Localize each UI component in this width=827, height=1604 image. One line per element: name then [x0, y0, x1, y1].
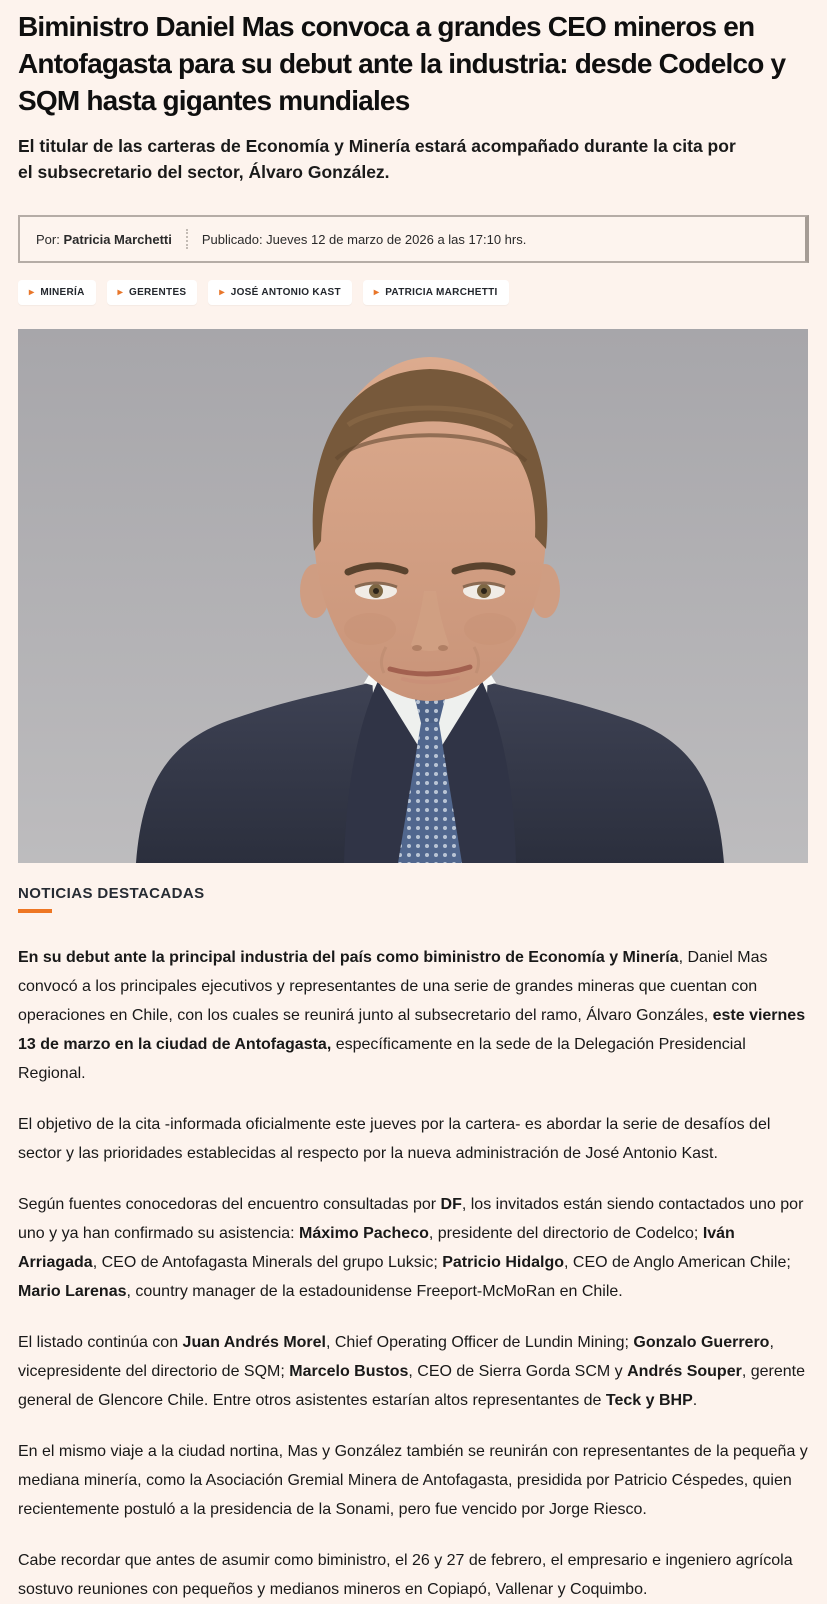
- subheadline: El titular de las carteras de Economía y Minería estará acompañado durante la cita por el subsecretario del sector, Álvaro González.: [18, 136, 736, 182]
- article-paragraph: [18, 1437, 809, 1524]
- headline: Biministro Daniel Mas convoca a grandes CEO mineros en Antofagasta para su debut ante la industria: desde Codelco y SQM hasta gigantes mundiales: [18, 11, 786, 116]
- paragraph-bold-text: este viernes 13 de marzo en la ciudad de Antofagasta,: [18, 1007, 806, 1053]
- paragraph-text: .: [692, 1392, 698, 1409]
- paragraph-text: , gerente general de Glencore Chile. Entre otros asistentes estarían altos representantes de: [18, 1363, 805, 1409]
- byline-author-name: Patricia Marchetti: [63, 231, 172, 247]
- paragraph-text: , CEO de Sierra Gorda SCM y: [408, 1363, 628, 1380]
- byline-author-label: Por:: [36, 231, 60, 247]
- paragraph-text: Cabe recordar que antes de asumir como biministro, el 26 y 27 de febrero, el empresario e ingeniero agrícola sostuvo reuniones con pequeños y medianos mineros en Copiapó, Vallenar y Coquimbo.: [18, 1552, 793, 1598]
- tag-label: PATRICIA MARCHETTI: [385, 287, 498, 298]
- article-paragraph: [18, 943, 809, 1088]
- paragraph-bold-text: Andrés Souper: [627, 1363, 742, 1380]
- paragraph-text: , Chief Operating Officer de Lundin Mining;: [325, 1334, 634, 1351]
- paragraph-text: , Daniel Mas convocó a los principales ejecutivos y representantes de una serie de grandes mineras que cuentan con operaciones en Chile, con los cuales se reunirá junto al subsecretario del ramo, Álvaro Gonzáles,: [18, 949, 768, 1024]
- article-paragraph: [18, 1190, 809, 1306]
- tag-label: GERENTES: [128, 287, 187, 298]
- article-paragraph: [18, 1110, 809, 1168]
- tag-label: JOSÉ ANTONIO KAST: [230, 287, 341, 298]
- tag-arrow-icon: ▸: [29, 286, 35, 298]
- paragraph-bold-text: Máximo Pacheco: [299, 1225, 429, 1242]
- paragraph-bold-text: Patricio Hidalgo: [442, 1254, 565, 1271]
- paragraph-bold-text: Iván Arriagada: [18, 1225, 735, 1271]
- paragraph-text: , CEO de Antofagasta Minerals del grupo Luksic;: [92, 1254, 443, 1271]
- byline-published: Publicado: Jueves 12 de marzo de 2026 a las 17:10 hrs.: [201, 231, 527, 247]
- section-header-underline: [18, 909, 52, 913]
- paragraph-text: , los invitados están siendo contactados uno por uno y ya han confirmado su asistencia:: [18, 1196, 804, 1242]
- paragraph-bold-text: Juan Andrés Morel: [182, 1334, 326, 1351]
- paragraph-text: , vicepresidente del directorio de SQM;: [18, 1334, 774, 1380]
- paragraph-text: En el mismo viaje a la ciudad nortina, Mas y González también se reunirán con representantes de la pequeña y mediana minería, como la Asociación Gremial Minera de Antofagasta, presidida por Patricio Céspedes, quien recientemente postuló a la presidencia de la Sonami, pero fue vencido por Jorge Riesco.: [18, 1443, 808, 1518]
- article-photo: [18, 329, 808, 863]
- paragraph-text: Según fuentes conocedoras del encuentro consultadas por: [18, 1196, 441, 1213]
- tag-pill[interactable]: [107, 280, 198, 305]
- tag-arrow-icon: ▸: [373, 286, 380, 298]
- paragraph-text: , presidente del directorio de Codelco;: [428, 1225, 703, 1242]
- tag-pill[interactable]: [208, 280, 351, 305]
- section-header: [18, 885, 809, 913]
- paragraph-text: El listado continúa con: [18, 1334, 183, 1351]
- byline-author: [36, 232, 172, 247]
- paragraph-bold-text: Marcelo Bustos: [289, 1363, 409, 1380]
- section-header-title: NOTICIAS DESTACADAS: [18, 885, 205, 902]
- portrait-illustration: [18, 329, 808, 863]
- paragraph-bold-text: Teck y BHP: [605, 1392, 693, 1409]
- paragraph-text: , CEO de Anglo American Chile;: [564, 1254, 791, 1271]
- tag-pill[interactable]: [363, 280, 509, 305]
- paragraph-bold-text: En su debut ante la principal industria del país como biministro de Economía y Minería: [18, 949, 679, 966]
- tag-arrow-icon: ▸: [117, 286, 123, 298]
- paragraph-bold-text: Mario Larenas: [18, 1283, 127, 1300]
- tag-pill[interactable]: [18, 280, 96, 305]
- tag-arrow-icon: ▸: [219, 286, 225, 298]
- byline-box: [18, 215, 809, 263]
- paragraph-bold-text: Gonzalo Guerrero: [633, 1334, 770, 1351]
- tag-list: [18, 280, 809, 305]
- article-paragraph: [18, 1546, 809, 1604]
- article-paragraph: [18, 1328, 809, 1415]
- paragraph-text: El objetivo de la cita -informada oficialmente este jueves por la cartera- es abordar la serie de desafíos del sector y las prioridades establecidas al respecto por la nueva administración de José Antonio Kast.: [18, 1116, 771, 1162]
- paragraph-text: específicamente en la sede de la Delegación Presidencial Regional.: [18, 1036, 746, 1082]
- byline-divider: [186, 229, 188, 249]
- paragraph-text: , country manager de la estadounidense Freeport-McMoRan en Chile.: [126, 1283, 623, 1300]
- tag-label: MINERÍA: [40, 287, 85, 298]
- article-body: [18, 943, 809, 1604]
- paragraph-bold-text: DF: [440, 1196, 462, 1213]
